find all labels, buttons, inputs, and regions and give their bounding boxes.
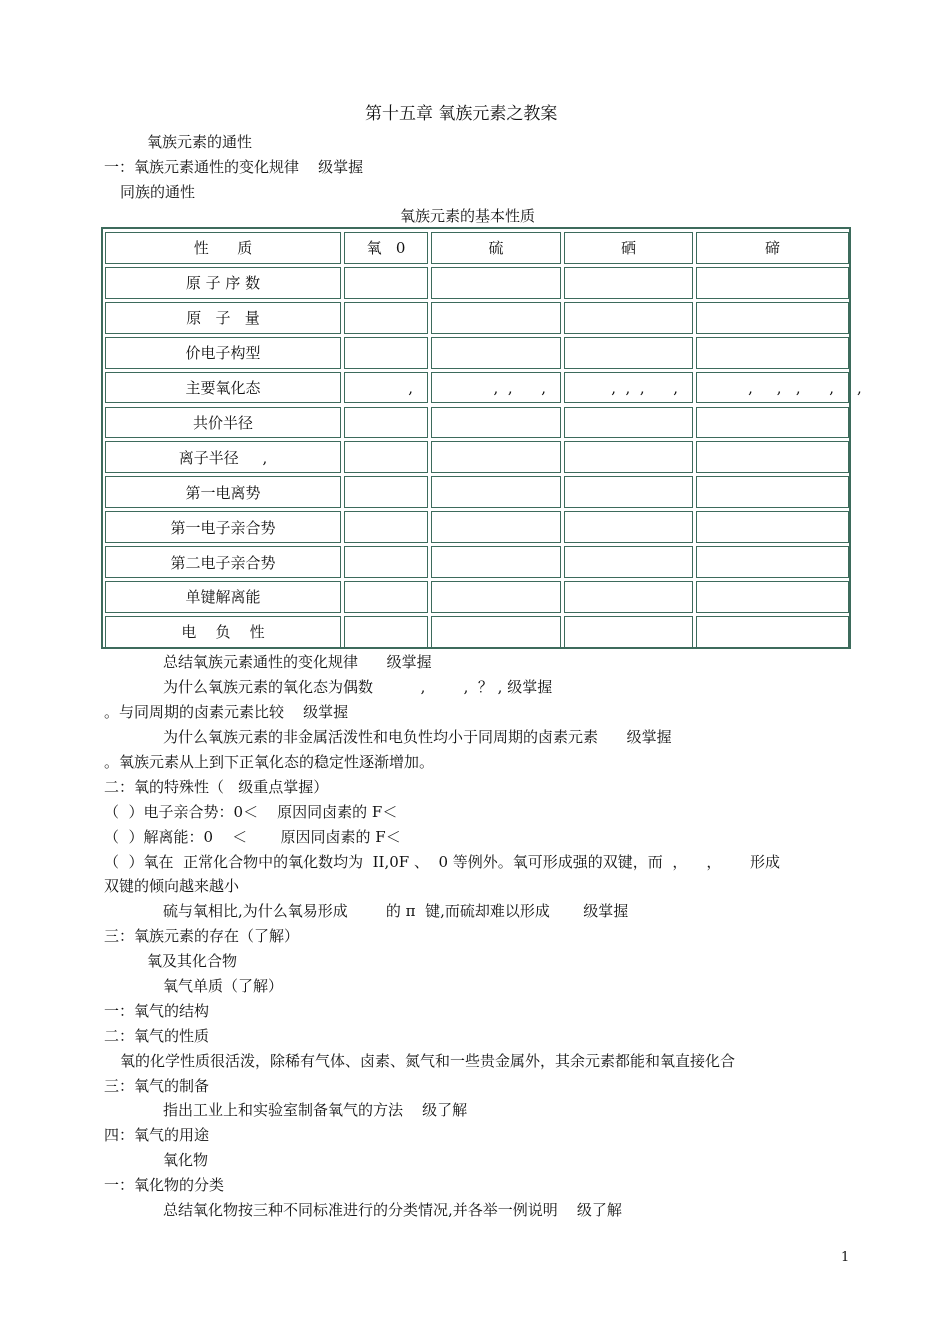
table-cell (431, 337, 561, 369)
text-line: 二：氧气的性质 (104, 1027, 210, 1045)
table-cell (564, 302, 693, 334)
table-row-label: 原 子 序 数 (105, 267, 341, 299)
table-cell (431, 302, 561, 334)
table-cell (564, 267, 693, 299)
table-header-element: 碲 (696, 232, 849, 264)
text-line: 硫与氧相比,为什么氧易形成 的 π 键,而硫却难以形成 级掌握 (163, 902, 629, 920)
subheading: 氧族元素的通性 (147, 133, 253, 151)
table-cell (564, 581, 693, 613)
table-cell (431, 581, 561, 613)
table-row-label: 单键解离能 (105, 581, 341, 613)
table-cell (344, 407, 428, 439)
table-cell: , (344, 372, 428, 404)
table-cell (696, 476, 849, 508)
table-cell (696, 267, 849, 299)
text-line: 为什么氧族元素的氧化态为偶数 , , ？ , 级掌握 (163, 678, 553, 696)
table-cell (564, 441, 693, 473)
table-cell (344, 546, 428, 578)
table-cell (344, 441, 428, 473)
table-caption: 氧族元素的基本性质 (400, 207, 536, 225)
text-line: 一：氧化物的分类 (104, 1176, 225, 1194)
table-cell (564, 616, 693, 648)
text-line: 四：氧气的用途 (104, 1126, 210, 1144)
table-row-label: 价电子构型 (105, 337, 341, 369)
table-row-label: 电 负 性 (105, 616, 341, 648)
table-cell: , , , , (696, 372, 849, 404)
text-line: 三：氧气的制备 (104, 1077, 210, 1095)
table-cell (564, 407, 693, 439)
text-line: （ ）氧在 正常化合物中的氧化数均为 II,0F 、 0 等例外。氧可形成强的双键，而 ， ， 形成 (104, 853, 781, 871)
text-line: 为什么氧族元素的非金属活泼性和电负性均小于同周期的卤素元素 级掌握 (163, 728, 672, 746)
text-line: 总结氧族元素通性的变化规律 级掌握 (163, 653, 432, 671)
table-cell: , , , , (564, 372, 693, 404)
table-cell (431, 616, 561, 648)
properties-table (101, 227, 851, 649)
text-line: 氧及其化合物 (147, 952, 238, 970)
table-header-property: 性 质 (105, 232, 341, 264)
table-header-element: 硫 (431, 232, 561, 264)
table-header-element: 硒 (564, 232, 693, 264)
text-line: 指出工业上和实验室制备氧气的方法 级了解 (163, 1101, 468, 1119)
table-cell (431, 511, 561, 543)
text-line: （ ）解离能：0 ＜ 原因同卤素的 F＜ (104, 828, 401, 846)
table-cell (344, 267, 428, 299)
table-cell (564, 511, 693, 543)
text-line: 氧化物 (163, 1151, 209, 1169)
table-cell (344, 616, 428, 648)
table-cell (696, 302, 849, 334)
text-line: 二：氧的特殊性（ 级重点掌握） (104, 778, 329, 796)
trailing-comma: , (857, 379, 862, 397)
table-cell (344, 511, 428, 543)
table-cell (431, 267, 561, 299)
table-row-label: 第二电子亲合势 (105, 546, 341, 578)
table-cell (344, 581, 428, 613)
table-cell (344, 476, 428, 508)
document-title: 第十五章 氧族元素之教案 (365, 104, 558, 124)
text-line: 。氧族元素从上到下正氧化态的稳定性逐渐增加。 (104, 753, 435, 771)
table-cell (696, 337, 849, 369)
text-line: （ ）电子亲合势：0＜ 原因同卤素的 F＜ (104, 803, 398, 821)
table-row-label: 共价半径 (105, 407, 341, 439)
table-row-label: 第一电离势 (105, 476, 341, 508)
table-cell (344, 337, 428, 369)
table-cell (696, 616, 849, 648)
table-cell (696, 441, 849, 473)
table-cell (431, 546, 561, 578)
table-cell (431, 476, 561, 508)
table-cell (696, 581, 849, 613)
text-line: 双键的倾向越来越小 (104, 877, 240, 895)
text-line: 。与同周期的卤素元素比较 级掌握 (104, 703, 349, 721)
text-line: 氧的化学性质很活泼，除稀有气体、卤素、氮气和一些贵金属外，其余元素都能和氧直接化合 (120, 1052, 736, 1070)
table-cell (696, 511, 849, 543)
text-line: 总结氧化物按三种不同标准进行的分类情况,并各举一例说明 级了解 (163, 1201, 622, 1219)
subheading: 同族的通性 (120, 183, 196, 201)
table-cell (564, 546, 693, 578)
table-row-label: 离子半径 , (105, 441, 341, 473)
table-cell (564, 476, 693, 508)
text-line: 氧气单质（了解） (163, 977, 284, 995)
table-cell (431, 441, 561, 473)
table-row-label: 原 子 量 (105, 302, 341, 334)
table-cell: , , , (431, 372, 561, 404)
table-cell (564, 337, 693, 369)
table-row-label: 主要氧化态 (105, 372, 341, 404)
text-line: 三：氧族元素的存在（了解） (104, 927, 300, 945)
table-cell (431, 407, 561, 439)
page-number: 1 (841, 1250, 850, 1265)
table-row-label: 第一电子亲合势 (105, 511, 341, 543)
table-cell (696, 546, 849, 578)
section-heading: 一：氧族元素通性的变化规律 级掌握 (104, 158, 364, 176)
text-line: 一：氧气的结构 (104, 1002, 210, 1020)
table-cell (344, 302, 428, 334)
table-header-element: 氧 0 (344, 232, 428, 264)
table-cell (696, 407, 849, 439)
